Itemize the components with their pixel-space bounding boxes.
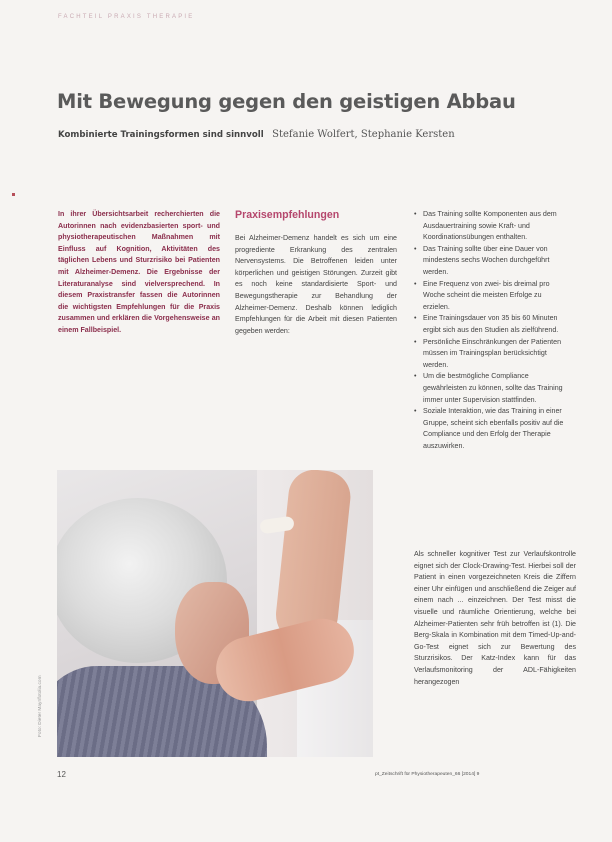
section-label: FACHTEIL PRAXIS THERAPIE — [58, 14, 195, 20]
closing-paragraph: Als schneller kognitiver Test zur Verlaufskontrolle eignet sich der Clock-Drawing-Test. Hierbei soll der Patient in einen vorgezeichneten Kreis die Ziffern einer Uhr einfügen und anschließend die Zeiger auf einem nach ... einzeichnen. Der Test misst die visuelle und räumliche Orientierung, welche bei Alzheimer-Patienten sehr früh betroffen ist (1). Die Berg-Skala in Kombination mit dem Timed-Up-and-Go-Test eignet sich zur Bewertung des Sturzrisikos. Der Katz-Index kann für das Verlaufsmonitoring der ADL-Fähigkeiten herangezogen — [414, 550, 576, 686]
recommendations-list — [414, 209, 570, 452]
article-authors: Stefanie Wolfert, Stephanie Kersten — [272, 129, 455, 140]
recommendation-item: • Das Training sollte Komponenten aus dem Ausdauertraining sowie Kraft- und Koordinationsübungen enthalten. — [414, 209, 570, 244]
recommendation-item: • Eine Frequenz von zwei- bis dreimal pro Woche scheint die meisten Erfolge zu erzielen. — [414, 279, 570, 314]
praxis-section — [235, 209, 397, 337]
article-subtitle: Kombinierte Trainingsformen sind sinnvoll — [58, 130, 264, 140]
margin-mark — [12, 193, 15, 196]
praxis-heading: Praxisempfehlungen — [235, 209, 340, 221]
article-title: Mit Bewegung gegen den geistigen Abbau — [57, 90, 516, 113]
recommendation-item: • Das Training sollte über eine Dauer von mindestens sechs Wochen durchgeführt werden. — [414, 244, 570, 279]
article-photo — [57, 470, 373, 757]
page-number: 12 — [57, 770, 66, 779]
photo-credit: Foto: Dieter Mayr/fotolia.com — [38, 675, 43, 737]
intro-paragraph: In ihrer Übersichtsarbeit recherchierten die Autorinnen nach evidenzbasierten sport- und physiotherapeutischen Maßnahmen mit Einfluss auf Kognition, Aktivitäten des täglichen Lebens und Sturzrisiko bei Patienten mit Alzheimer-Demenz. Die Ergebnisse der Literaturanalyse sind vielversprechend. In diesem Praxistransfer fassen die Autorinnen die wichtigsten Empfehlungen für die Praxis zusammen und erklären die Vorgehensweise an einem Fallbeispiel. — [58, 210, 220, 334]
recommendation-item: • Soziale Interaktion, wie das Training in einer Gruppe, scheint sich ebenfalls positiv auf die Compliance und den Erfolg der Therapie auszuwirken. — [414, 406, 570, 452]
recommendation-item: • Eine Trainingsdauer von 35 bis 60 Minuten ergibt sich aus den Studien als zielführend. — [414, 313, 570, 336]
subtitle-row — [58, 124, 455, 142]
praxis-body: Bei Alzheimer-Demenz handelt es sich um eine progrediente Erkrankung des zentralen Nervensystems. Die Betroffenen leiden unter körperlichen und geistigen Störungen. Zurzeit gibt es noch keine standardisierte Sport- und Bewegungstherapie zur Behandlung der Alzheimer-Demenz. Deshalb können lediglich Empfehlungen für die Arbeit mit diesen Patienten gegeben werden: — [235, 234, 397, 335]
recommendation-item: • Persönliche Einschränkungen der Patienten müssen im Trainingsplan berücksichtigt werden. — [414, 337, 570, 372]
journal-footer: pt_Zeitschrift für Physiotherapeuten_66 [2014] 9 — [375, 772, 480, 777]
recommendation-item: • Um die bestmögliche Compliance gewährleisten zu können, sollte das Training immer unter Supervision stattfinden. — [414, 371, 570, 406]
